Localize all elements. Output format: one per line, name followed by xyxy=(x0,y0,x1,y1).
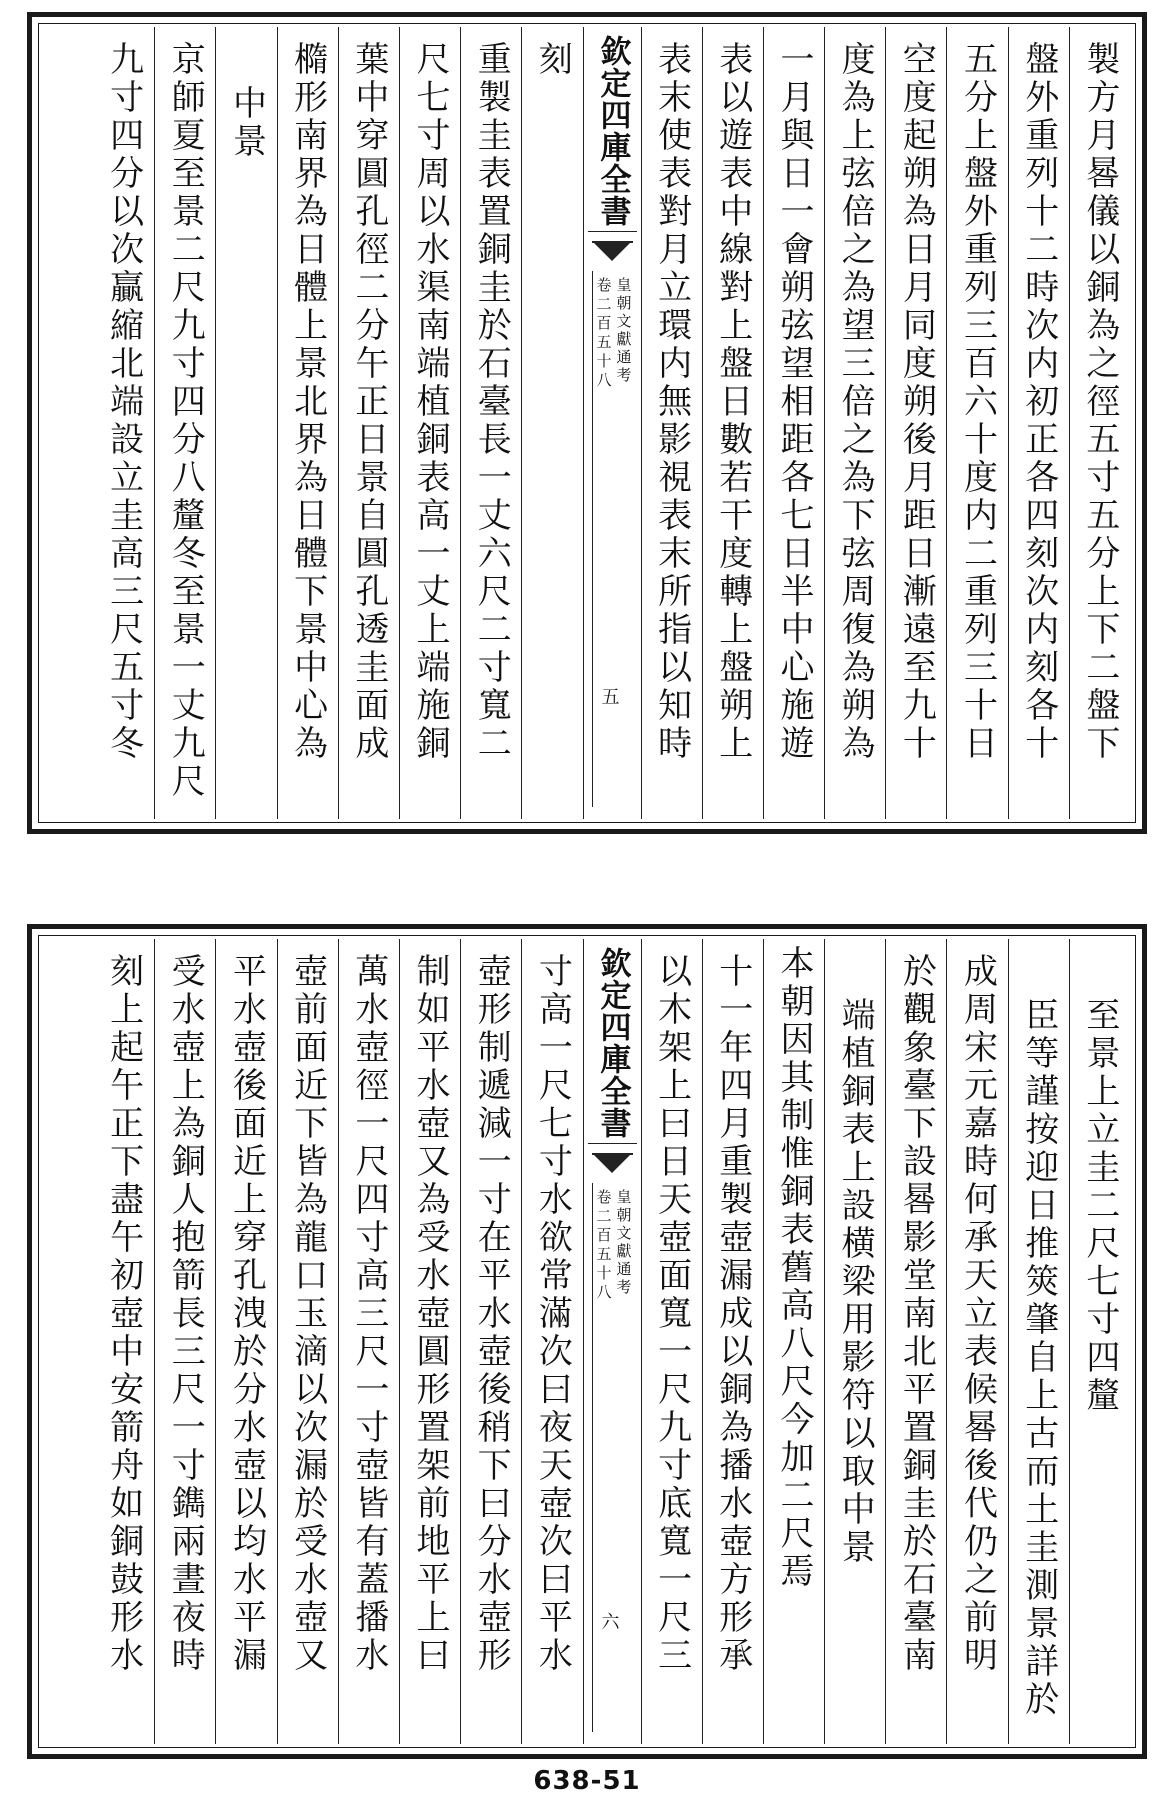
center-spine xyxy=(583,27,641,819)
column-text: 九寸四分以次贏縮北端設立圭高三尺五寸冬 xyxy=(103,41,144,763)
center-spine xyxy=(583,939,641,1744)
text-column xyxy=(702,27,763,819)
column-text: 刻 xyxy=(532,41,573,79)
text-column xyxy=(277,939,338,1744)
text-column xyxy=(399,939,460,1744)
text-column xyxy=(521,939,582,1744)
column-text: 五分上盤外重列三百六十度内二重列三十日 xyxy=(957,41,998,763)
spine-rule xyxy=(592,271,593,807)
text-column xyxy=(93,939,154,1744)
spine-title: 欽定四庫全書 xyxy=(588,31,637,232)
spine-book-title: 皇朝文獻通考 xyxy=(614,1189,633,1297)
text-column xyxy=(277,27,338,819)
column-text: 壺前面近下皆為龍口玉滴以次漏於受水壺又 xyxy=(287,953,328,1675)
text-column xyxy=(154,939,215,1744)
spine-rule xyxy=(592,1183,593,1732)
spine-title: 欽定四庫全書 xyxy=(588,943,637,1144)
column-text: 橢形南界為日體上景北界為日體下景中心為 xyxy=(287,41,328,763)
column-text: 中景 xyxy=(226,85,267,161)
text-column xyxy=(338,27,399,819)
text-column xyxy=(338,939,399,1744)
spine-volume: 卷二百五十八 xyxy=(594,277,613,391)
folio-number: 五 xyxy=(601,687,620,708)
column-text: 空度起朔為日月同度朔後月距日漸遠至九十 xyxy=(896,41,937,763)
column-text: 表以遊表中線對上盤日數若干度轉上盤朔上 xyxy=(712,41,753,763)
folio-number: 六 xyxy=(601,1612,620,1633)
text-column xyxy=(93,27,154,819)
column-text: 十一年四月重製壺漏成以銅為播水壺方形承 xyxy=(712,953,753,1675)
column-text: 尺七寸周以水渠南端植銅表高一丈上端施銅 xyxy=(410,41,451,763)
text-column xyxy=(154,27,215,819)
text-column xyxy=(460,939,521,1744)
column-text: 受水壺上為銅人抱箭長三尺一寸鐫兩晝夜時 xyxy=(165,953,206,1675)
text-column xyxy=(946,939,1007,1744)
bottom-page xyxy=(27,924,1147,1759)
text-column xyxy=(641,939,702,1744)
text-column xyxy=(215,939,276,1744)
text-column xyxy=(824,939,885,1744)
text-column xyxy=(763,27,824,819)
bottom-page-columns xyxy=(44,939,1130,1744)
text-column xyxy=(885,27,946,819)
column-text: 表末使表對月立環内無影視表末所指以知時 xyxy=(651,41,692,763)
column-text: 京師夏至景二尺九寸四分八釐冬至景一丈九尺 xyxy=(165,41,206,801)
column-text: 端植銅表上設横梁用影符以取中景 xyxy=(835,997,876,1567)
column-text: 度為上弦倍之為望三倍之為下弦周復為朔為 xyxy=(835,41,876,763)
column-text: 萬水壺徑一尺四寸高三尺一寸壺皆有蓋播水 xyxy=(348,953,389,1675)
column-text: 製方月晷儀以銅為之徑五寸五分上下二盤下 xyxy=(1079,41,1120,763)
column-text: 盤外重列十二時次内初正各四刻次内刻各十 xyxy=(1018,41,1059,763)
page-number: 638-51 xyxy=(533,1766,641,1796)
spine-volume: 卷二百五十八 xyxy=(594,1189,613,1303)
top-page xyxy=(27,12,1147,834)
column-text: 以木架上曰日天壺面寬一尺九寸底寬一尺三 xyxy=(651,953,692,1675)
column-text: 一月與日一會朔弦望相距各七日半中心施遊 xyxy=(773,41,814,763)
text-column xyxy=(641,27,702,819)
column-text: 寸高一尺七寸水欲常滿次曰夜天壺次曰平水 xyxy=(532,953,573,1675)
text-column xyxy=(946,27,1007,819)
text-column xyxy=(763,939,824,1744)
fish-tail-ornament xyxy=(592,241,633,267)
column-text: 壺形制遞減一寸在平水壺後稍下曰分水壺形 xyxy=(471,953,512,1675)
spine-book-title: 皇朝文獻通考 xyxy=(614,277,633,385)
text-column xyxy=(521,27,582,819)
text-column xyxy=(460,27,521,819)
column-text: 臣等謹按迎日推筴肇自上古而土圭測景詳於 xyxy=(1018,997,1059,1719)
column-text: 制如平水壺又為受水壺圓形置架前地平上曰 xyxy=(410,953,451,1675)
text-column xyxy=(399,27,460,819)
text-column xyxy=(215,27,276,819)
text-column xyxy=(885,939,946,1744)
column-text: 平水壺後面近上穿孔洩於分水壺以均水平漏 xyxy=(226,953,267,1675)
column-text: 至景上立圭二尺七寸四釐 xyxy=(1079,997,1120,1415)
text-column xyxy=(824,27,885,819)
column-text: 於觀象臺下設晷影堂南北平置銅圭於石臺南 xyxy=(896,953,937,1675)
text-column xyxy=(1069,27,1130,819)
column-text: 重製圭表置銅圭於石臺長一丈六尺二寸寬二 xyxy=(471,41,512,763)
text-column xyxy=(1069,939,1130,1744)
column-text: 葉中穿圓孔徑二分午正日景自圓孔透圭面成 xyxy=(348,41,389,763)
column-text: 成周宋元嘉時何承天立表候晷後代仍之前明 xyxy=(957,953,998,1675)
fish-tail-ornament xyxy=(592,1153,633,1179)
column-text: 刻上起午正下盡午初壺中安箭舟如銅鼓形水 xyxy=(103,953,144,1675)
text-column xyxy=(702,939,763,1744)
text-column xyxy=(1008,939,1069,1744)
top-page-columns xyxy=(44,27,1130,819)
column-text: 本朝因其制惟銅表舊高八尺今加二尺焉 xyxy=(773,945,814,1591)
text-column xyxy=(1008,27,1069,819)
